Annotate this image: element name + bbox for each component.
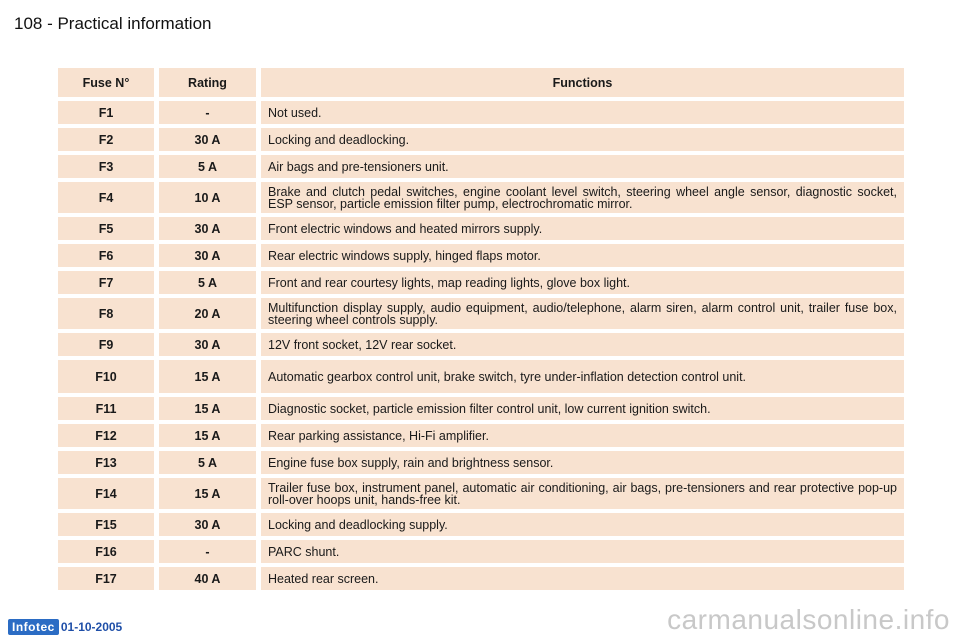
table-row — [58, 478, 904, 513]
fuse-cell: F8 — [58, 298, 159, 333]
table-row — [58, 128, 904, 155]
table-body — [58, 101, 904, 594]
function-cell: Automatic gearbox control unit, brake switch, tyre under-inflation detection control unit. — [261, 360, 904, 397]
footer-brand — [8, 619, 122, 635]
function-cell: Locking and deadlocking supply. — [261, 513, 904, 540]
rating-cell: 30 A — [159, 244, 261, 271]
watermark: carmanualsonline.info — [667, 604, 950, 635]
table-header-row — [58, 68, 904, 101]
table-row — [58, 567, 904, 594]
function-cell: Multifunction display supply, audio equipment, audio/telephone, alarm siren, alarm control unit, trailer fuse box, steering wheel controls supply. — [261, 298, 904, 333]
function-cell: Locking and deadlocking. — [261, 128, 904, 155]
rating-cell: 15 A — [159, 478, 261, 513]
fuse-cell: F7 — [58, 271, 159, 298]
fuse-cell: F2 — [58, 128, 159, 155]
fuse-table — [58, 68, 904, 594]
fuse-cell: F17 — [58, 567, 159, 594]
rating-cell: 15 A — [159, 397, 261, 424]
rating-cell: 5 A — [159, 451, 261, 478]
table-row — [58, 101, 904, 128]
page-title: 108 - Practical information — [14, 14, 212, 33]
rating-cell: - — [159, 540, 261, 567]
rating-cell: 15 A — [159, 360, 261, 397]
fuse-cell: F5 — [58, 217, 159, 244]
table-row — [58, 298, 904, 333]
function-cell: Not used. — [261, 101, 904, 128]
function-cell: 12V front socket, 12V rear socket. — [261, 333, 904, 360]
table-row — [58, 397, 904, 424]
infotec-logo: Infotec — [8, 619, 59, 635]
table-row — [58, 155, 904, 182]
function-cell: Rear electric windows supply, hinged flaps motor. — [261, 244, 904, 271]
rating-cell: 15 A — [159, 424, 261, 451]
function-cell: Trailer fuse box, instrument panel, automatic air conditioning, air bags, pre-tensioners and rear protective pop-up roll-over hoops unit, hands-free kit. — [261, 478, 904, 513]
footer-date: 01-10-2005 — [60, 620, 123, 634]
function-cell: Heated rear screen. — [261, 567, 904, 594]
function-cell: Engine fuse box supply, rain and brightness sensor. — [261, 451, 904, 478]
table-row — [58, 540, 904, 567]
function-cell: Rear parking assistance, Hi-Fi amplifier. — [261, 424, 904, 451]
fuse-cell: F1 — [58, 101, 159, 128]
header-fuse-number: Fuse N° — [58, 68, 159, 101]
fuse-cell: F4 — [58, 182, 159, 217]
rating-cell: 10 A — [159, 182, 261, 217]
table-row — [58, 182, 904, 217]
table-row — [58, 513, 904, 540]
fuse-cell: F10 — [58, 360, 159, 397]
fuse-cell: F6 — [58, 244, 159, 271]
table-row — [58, 271, 904, 298]
rating-cell: - — [159, 101, 261, 128]
function-cell: Front electric windows and heated mirrors supply. — [261, 217, 904, 244]
table-row — [58, 424, 904, 451]
function-cell: Air bags and pre-tensioners unit. — [261, 155, 904, 182]
rating-cell: 30 A — [159, 217, 261, 244]
header-rating: Rating — [159, 68, 261, 101]
fuse-cell: F15 — [58, 513, 159, 540]
fuse-cell: F14 — [58, 478, 159, 513]
rating-cell: 5 A — [159, 155, 261, 182]
table-row — [58, 333, 904, 360]
table-row — [58, 451, 904, 478]
function-cell: Diagnostic socket, particle emission filter control unit, low current ignition switch. — [261, 397, 904, 424]
table-row — [58, 360, 904, 397]
fuse-cell: F3 — [58, 155, 159, 182]
rating-cell: 30 A — [159, 513, 261, 540]
table-row — [58, 217, 904, 244]
rating-cell: 5 A — [159, 271, 261, 298]
fuse-cell: F12 — [58, 424, 159, 451]
rating-cell: 30 A — [159, 333, 261, 360]
rating-cell: 40 A — [159, 567, 261, 594]
function-cell: Front and rear courtesy lights, map reading lights, glove box light. — [261, 271, 904, 298]
rating-cell: 20 A — [159, 298, 261, 333]
table-row — [58, 244, 904, 271]
rating-cell: 30 A — [159, 128, 261, 155]
fuse-cell: F9 — [58, 333, 159, 360]
fuse-cell: F13 — [58, 451, 159, 478]
function-cell: PARC shunt. — [261, 540, 904, 567]
header-functions: Functions — [261, 68, 904, 101]
fuse-cell: F16 — [58, 540, 159, 567]
function-cell: Brake and clutch pedal switches, engine coolant level switch, steering wheel angle sensor, diagnostic socket, ESP sensor, particle emission filter pump, electrochromatic mirror. — [261, 182, 904, 217]
fuse-cell: F11 — [58, 397, 159, 424]
